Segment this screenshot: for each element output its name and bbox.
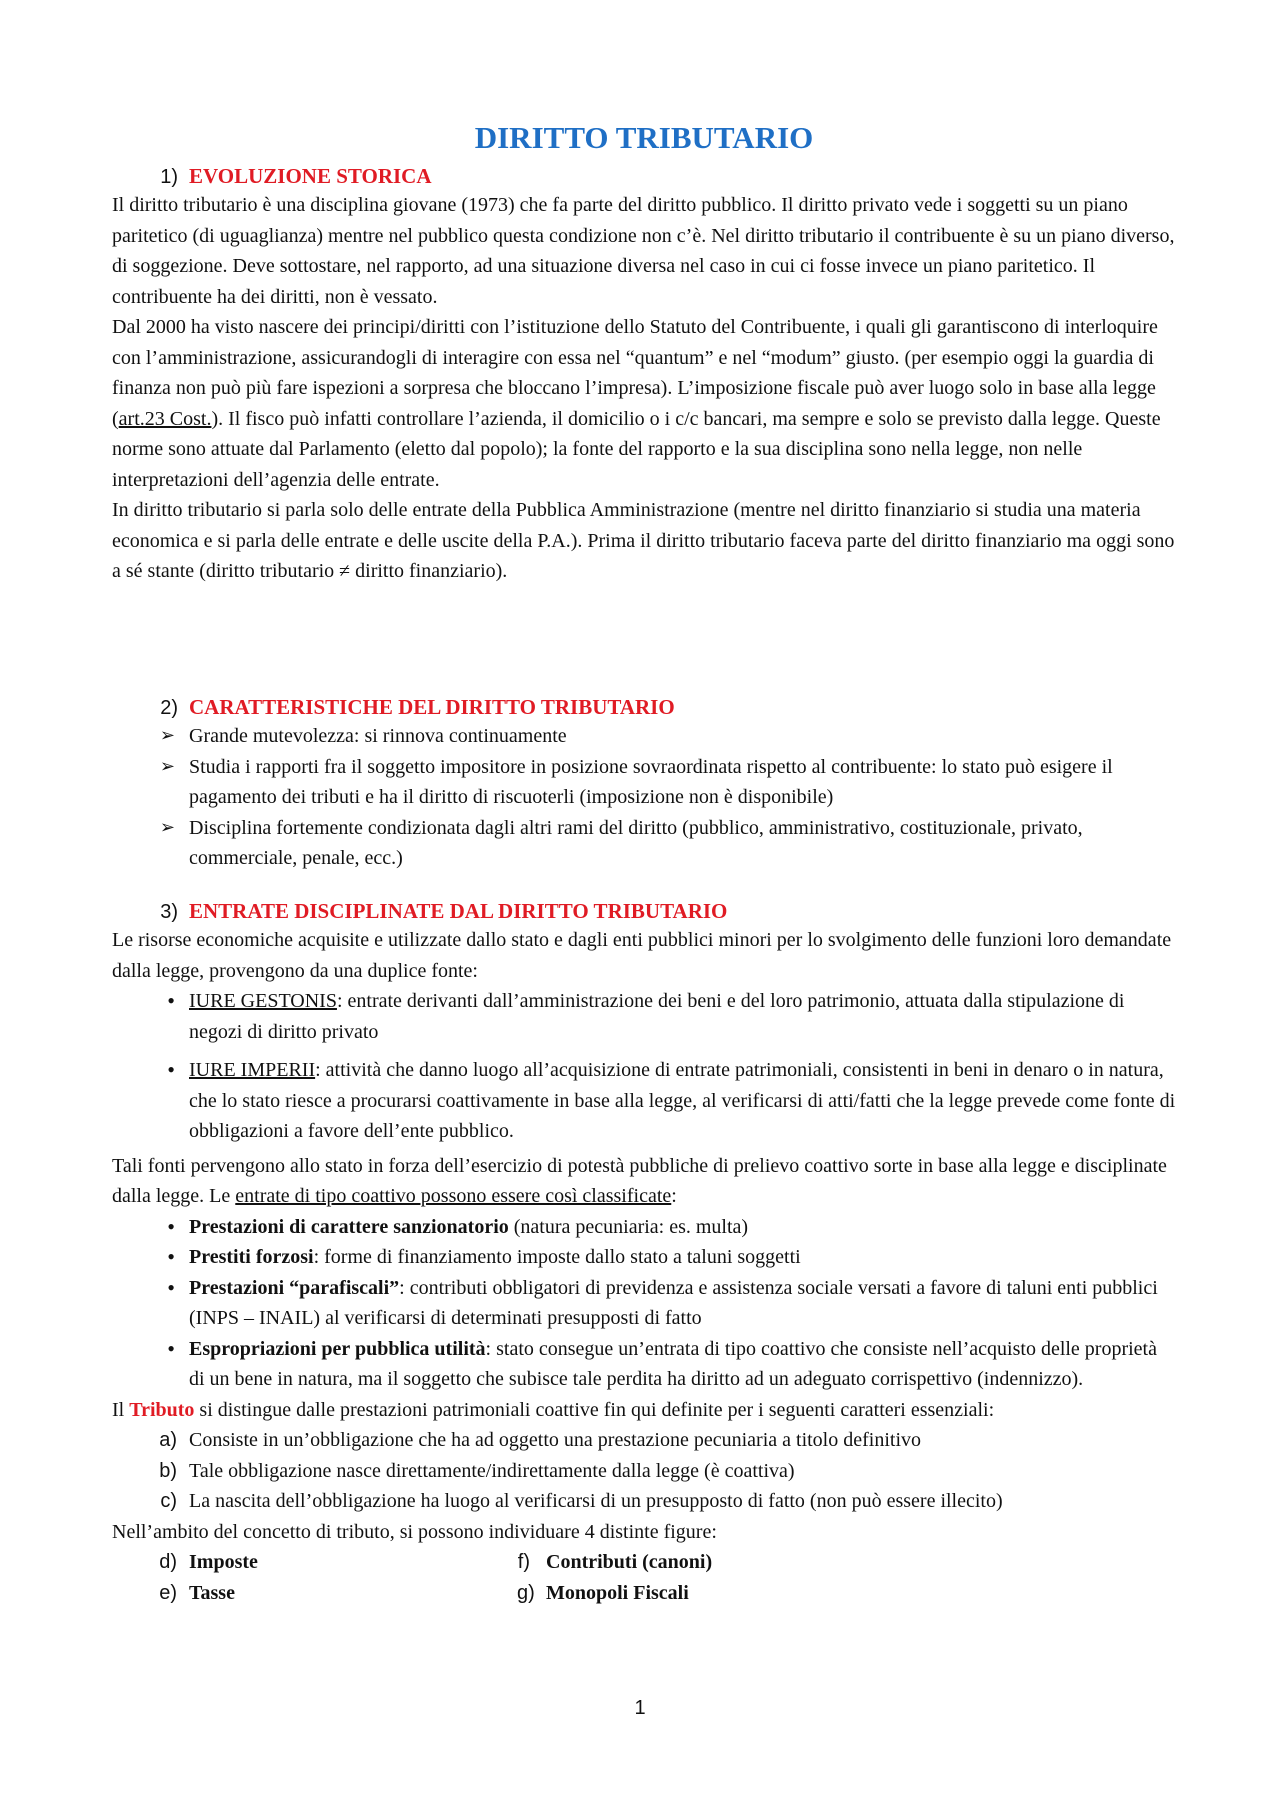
- paragraph: Nell’ambito del concetto di tributo, si possono individuare 4 distinte figure:: [112, 1520, 717, 1543]
- paragraph: Il Tributo si distingue dalle prestazioni patrimoniali coattive fin qui definite per i seguenti caratteri essenziali:: [112, 1398, 995, 1421]
- law-reference-link[interactable]: art.23 Cost.: [118, 407, 212, 430]
- section-heading: [112, 693, 1176, 721]
- bullet-icon: •: [167, 1335, 175, 1361]
- list-item: b) Tale obbligazione nasce direttamente/indirettamente dalla legge (è coattiva): [159, 1459, 795, 1482]
- arrow-bullet-icon: ➢: [159, 755, 175, 777]
- list-item: c) La nascita dell’obbligazione ha luogo al verificarsi di un presupposto di fatto (non può essere illecito): [160, 1490, 1003, 1512]
- list-item: • Prestazioni “parafiscali”: contributi obbligatori di previdenza e assistenza sociale versati a favore di taluni enti pubblici (INPS – INAIL) al verificarsi di determinati presupposti di fatto: [112, 1273, 1176, 1334]
- list-item: ➢ Disciplina fortemente condizionata dagli altri rami del diritto (pubblico, amministrativo, costituzionale, privato, commerciale, penale, ecc.): [112, 813, 1176, 874]
- paragraph: Dal 2000 ha visto nascere dei principi/diritti con l’istituzione dello Statuto del Contribuente, i quali gli garantiscono di interloquire con l’amministrazione, assicurandogli di interagire con essa nel “quantum” e nel “modum” giusto. (per esempio oggi la guardia di finanza non può più fare ispezioni a sorpresa che bloccano l’impresa). L’imposizione fiscale può aver luogo solo in base alla legge (art.23 Cost.). Il fisco può infatti controllare l’azienda, il domicilio o i c/c bancari, ma sempre e solo se previsto dalla legge. Queste norme sono attuate dal Parlamento (eletto dal popolo); la fonte del rapporto e la sua disciplina sono nella legge, non nelle interpretazioni dell’agenzia delle entrate.: [112, 316, 1161, 491]
- arrow-bullet-icon: ➢: [159, 816, 175, 838]
- bullet-icon: •: [167, 1274, 175, 1300]
- bullet-icon: •: [167, 1057, 175, 1082]
- bullet-icon: •: [167, 988, 175, 1013]
- arrow-bullet-icon: ➢: [159, 725, 175, 746]
- page-title: DIRITTO TRIBUTARIO: [474, 120, 814, 155]
- list-item: a) Consiste in un’obbligazione che ha ad oggetto una prestazione pecuniaria a titolo definitivo: [159, 1429, 922, 1451]
- bullet-icon: •: [167, 1213, 175, 1239]
- paragraph: In diritto tributario si parla solo delle entrate della Pubblica Amministrazione (mentre nel diritto finanziario si studia una materia economica e si parla delle entrate e delle uscite della P.A.). Prima il diritto tributario faceva parte del diritto finanziario ma oggi sono a sé stante (diritto tributario ≠ diritto finanziario).: [112, 499, 1175, 582]
- list-item: ➢ Grande mutevolezza: si rinnova continuamente: [112, 721, 1176, 752]
- list-item: ➢ Studia i rapporti fra il soggetto impositore in posizione sovraordinata rispetto al contribuente: lo stato può esigere il pagamento dei tributi e ha il diritto di riscuoterli (imposizione non è disponibile): [112, 752, 1176, 813]
- bullet-icon: •: [167, 1244, 175, 1269]
- list-item: f) Contributi (canoni): [517, 1551, 713, 1573]
- paragraph: Le risorse economiche acquisite e utilizzate dallo stato e dagli enti pubblici minori per lo svolgimento delle funzioni loro demandate dalla legge, provengono da una duplice fonte:: [112, 929, 1172, 982]
- list-item: • IURE IMPERII: attività che danno luogo all’acquisizione di entrate patrimoniali, consistenti in beni in denaro o in natura, che lo stato riesce a procurarsi coattivamente in base alla legge, al verificarsi di atti/fatti che la legge prevede come fonte di obbligazioni a favore dell’ente pubblico.: [112, 1055, 1176, 1147]
- list-item: g) Monopoli Fiscali: [517, 1581, 689, 1604]
- section-title: ENTRATE DISCIPLINATE DAL DIRITTO TRIBUTARIO: [189, 899, 728, 923]
- section-number: 3): [160, 901, 178, 923]
- list-item: • Espropriazioni per pubblica utilità: stato consegue un’entrata di tipo coattivo che consiste nell’acquisto delle proprietà di un bene in natura, ma il soggetto che subisce tale perdita ha diritto ad un adeguato corrispettivo (indennizzo).: [112, 1334, 1176, 1395]
- list-item: • Prestiti forzosi: forme di finanziamento imposte dallo stato a taluni soggetti: [112, 1242, 1176, 1273]
- list-item: • Prestazioni di carattere sanzionatorio (natura pecuniaria: es. multa): [112, 1212, 1176, 1243]
- section-heading: [112, 162, 1176, 190]
- section-entrate: [112, 897, 1176, 1608]
- section-caratteristiche: [112, 693, 1176, 874]
- tributo-term: Tributo: [129, 1398, 195, 1421]
- figure-list: [112, 1547, 1176, 1608]
- section-heading: [112, 897, 1176, 925]
- section-title: CARATTERISTICHE DEL DIRITTO TRIBUTARIO: [189, 695, 675, 719]
- section-number: 2): [160, 697, 178, 719]
- section-title: EVOLUZIONE STORICA: [189, 164, 432, 188]
- section-evoluzione-storica: [112, 162, 1176, 587]
- list-item: • IURE GESTONIS: entrate derivanti dall’amministrazione dei beni e del loro patrimonio, attuata dalla stipulazione di negozi di diritto privato: [112, 986, 1176, 1047]
- paragraph: Il diritto tributario è una disciplina giovane (1973) che fa parte del diritto pubblico. Il diritto privato vede i soggetti su un piano paritetico (di uguaglianza) mentre nel pubblico questa condizione non c’è. Nel diritto tributario il contribuente è su un piano diverso, di soggezione. Deve sottostare, nel rapporto, ad una situazione diversa nel caso in cui ci fosse invece un piano paritetico. Il contribuente ha dei diritti, non è vessato.: [112, 194, 1175, 308]
- section-number: 1): [160, 166, 178, 188]
- list-item: e) Tasse: [159, 1581, 235, 1604]
- page-number: 1: [634, 1697, 646, 1719]
- paragraph: Tali fonti pervengono allo stato in forza dell’esercizio di potestà pubbliche di prelievo coattivo sorte in base alla legge e disciplinate dalla legge. Le entrate di tipo coattivo possono essere così classificate:: [112, 1154, 1167, 1207]
- list-item: d) Imposte: [159, 1551, 258, 1573]
